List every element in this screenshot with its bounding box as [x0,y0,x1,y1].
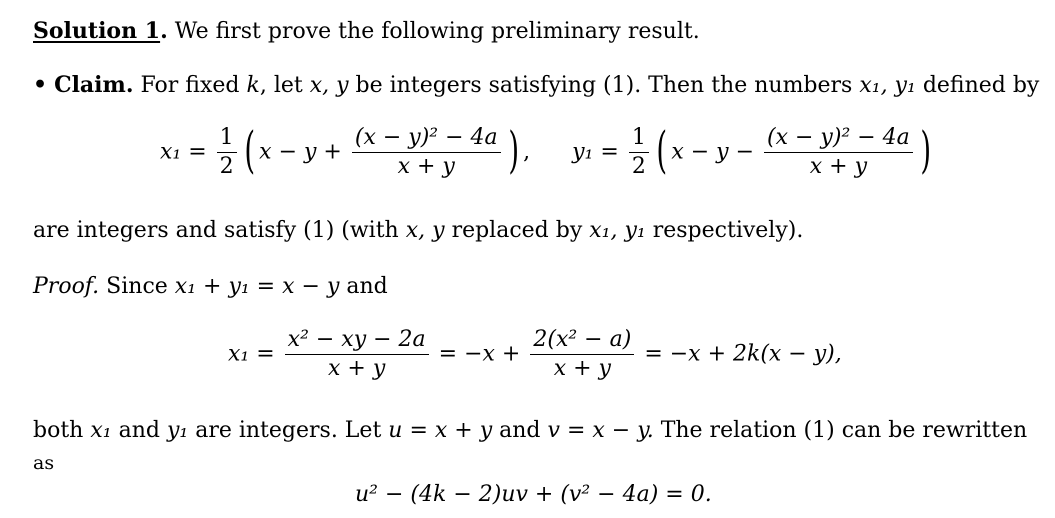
x1-inner: x − y + [259,139,342,165]
as-line [33,452,54,474]
x1-eq-rhs: = −x + 2k(x − y), [644,341,842,367]
claim-k: k [246,73,260,98]
claim-text-a: For fixed [140,73,240,98]
x1-lhs: x₁ = [160,139,207,165]
claim-text-b: , let [259,73,303,98]
bullet-icon: • [33,72,48,98]
y1-fraction: $\frac{\text{(x − y)² − 4a}}{x + y}$ [764,126,913,179]
both-line [33,418,1027,443]
integers-line [33,218,803,243]
open-paren: ( [244,120,255,179]
half-fraction: $\frac{1}{2}$ [217,126,237,179]
integers-text-b: replaced by [451,218,583,243]
x1-fraction: $\frac{\text{(x − y)² − 4a}}{x + y}$ [352,126,501,179]
integers-text-a: are integers and satisfy (1) (with [33,218,399,243]
integers-xy: x, y [405,218,445,243]
half-fraction-2: $\frac{1}{2}$ [629,126,649,179]
proof-label: Proof. [33,274,100,299]
y1-inner: x − y − [671,139,755,165]
integers-text-c: respectively). [652,218,804,243]
x1-eq-lhs: x₁ = [228,341,275,367]
claim-label: Claim. [54,72,134,98]
x1-equation [228,328,842,381]
solution-intro: We first prove the following preliminary result. [174,19,700,44]
claim-text-d: defined by [922,73,1040,98]
both-v-def: v = x − y. [547,418,654,443]
y1-lhs: y₁ = [572,139,619,165]
claim-x1y1: x₁, y₁ [859,73,916,98]
open-paren-2: ( [656,120,667,179]
solution-line [33,18,700,44]
both-x1: x₁ [90,418,112,443]
proof-text-b: and [346,274,388,299]
definition-equation [160,120,935,180]
claim-xy: x, y [309,73,349,98]
x1-eq-fraction-2: $\frac{\text{2(x² − a)}}{x + y}$ [530,328,634,381]
proof-line [33,274,388,299]
final-equation [355,482,712,507]
close-paren-2: ) [920,120,931,179]
both-text-b: and [118,418,160,443]
claim-line [33,72,1039,98]
claim-text-c: be integers satisfying (1). Then the numbers [355,73,853,98]
solution-title: Solution 1 [33,18,161,44]
proof-eq: x₁ + y₁ = x − y [174,274,340,299]
solution-title-dot: . [160,18,168,44]
integers-x1y1: x₁, y₁ [589,218,646,243]
x1-eq-fraction-1: $\frac{\text{x² − xy − 2a}}{x + y}$ [285,328,429,381]
both-u-def: u = x + y [388,418,493,443]
close-paren: ) [508,120,519,179]
both-text-a: both [33,418,84,443]
x1-eq-mid: = −x + [438,341,521,367]
as-text: as [33,452,55,474]
both-text-c: are integers. Let [195,418,382,443]
both-y1: y₁ [166,418,189,443]
both-text-d: and [499,418,541,443]
final-equation-text: u² − (4k − 2)uv + (v² − 4a) = 0. [355,482,712,507]
proof-text-a: Since [106,274,168,299]
both-text-e: The relation (1) can be rewritten [660,418,1028,443]
definition-comma: , [523,139,531,165]
